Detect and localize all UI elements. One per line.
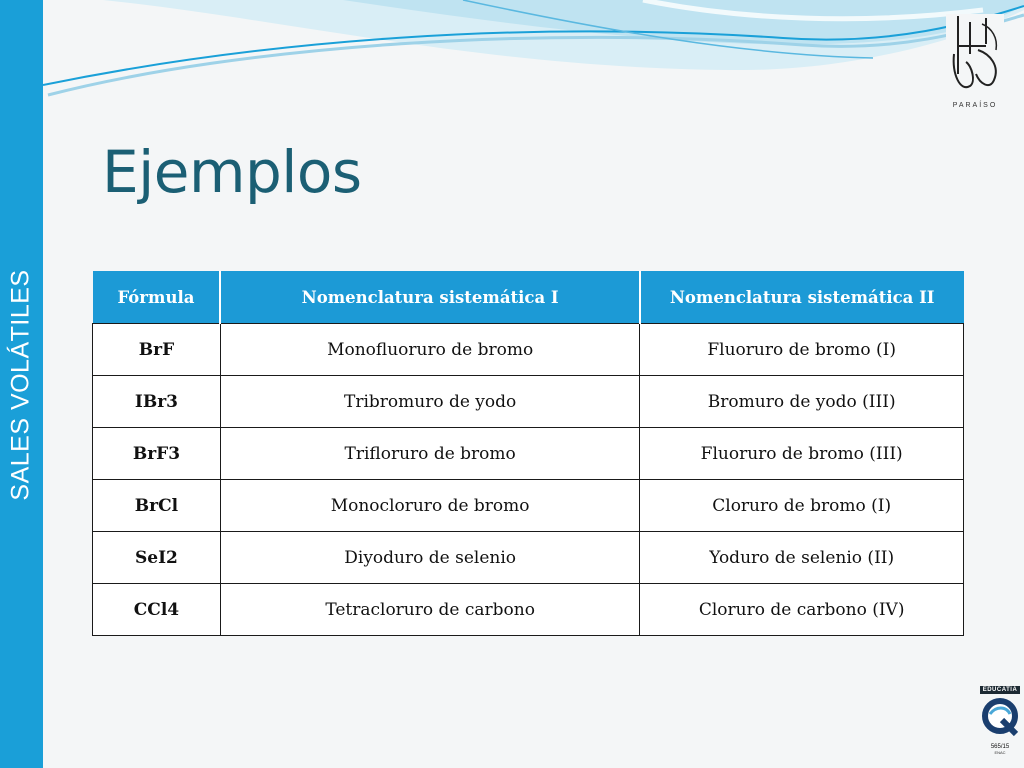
formula-cell: BrCl (93, 480, 221, 532)
table-row (93, 376, 964, 428)
badge-number: 565/15 (990, 744, 1010, 750)
table-row (93, 584, 964, 636)
page-title: Ejemplos (102, 138, 362, 206)
nomenclature-2-cell: Cloruro de carbono (IV) (640, 584, 964, 636)
nomenclature-2-cell: Bromuro de yodo (III) (640, 376, 964, 428)
formula-cell: BrF3 (93, 428, 221, 480)
logo-text: PARAÍSO (952, 102, 998, 109)
table-row (93, 480, 964, 532)
table-header-row (93, 271, 964, 324)
table-row (93, 532, 964, 584)
nomenclature-2-cell: Fluoruro de bromo (I) (640, 324, 964, 376)
quality-q-icon (980, 694, 1020, 738)
badge-brand: EDUCATIA (980, 686, 1020, 694)
header-formula: Fórmula (93, 271, 221, 324)
badge-footer: ENAC (994, 750, 1006, 755)
nomenclature-1-cell: Trifloruro de bromo (220, 428, 639, 480)
formula-cell: IBr3 (93, 376, 221, 428)
nomenclature-2-cell: Cloruro de bromo (I) (640, 480, 964, 532)
formula-cell: BrF (93, 324, 221, 376)
nomenclature-1-cell: Monofluoruro de bromo (220, 324, 639, 376)
nomenclature-2-cell: Yoduro de selenio (II) (640, 532, 964, 584)
header-nomenclature-1: Nomenclatura sistemática I (220, 271, 639, 324)
nomenclature-1-cell: Diyoduro de selenio (220, 532, 639, 584)
nomenclature-1-cell: Tetracloruro de carbono (220, 584, 639, 636)
table-row (93, 324, 964, 376)
header-nomenclature-2: Nomenclatura sistemática II (640, 271, 964, 324)
formula-cell: SeI2 (93, 532, 221, 584)
nomenclature-1-cell: Tribromuro de yodo (220, 376, 639, 428)
nomenclature-table (92, 271, 964, 636)
nomenclature-2-cell: Fluoruro de bromo (III) (640, 428, 964, 480)
certification-badge (980, 686, 1020, 755)
sidebar-label: SALES VOLÁTILES (6, 269, 35, 501)
table-row (93, 428, 964, 480)
header-waves (43, 0, 1024, 110)
nomenclature-1-cell: Monocloruro de bromo (220, 480, 639, 532)
formula-cell: CCl4 (93, 584, 221, 636)
sidebar (0, 0, 43, 768)
paraiso-logo (946, 14, 1004, 102)
